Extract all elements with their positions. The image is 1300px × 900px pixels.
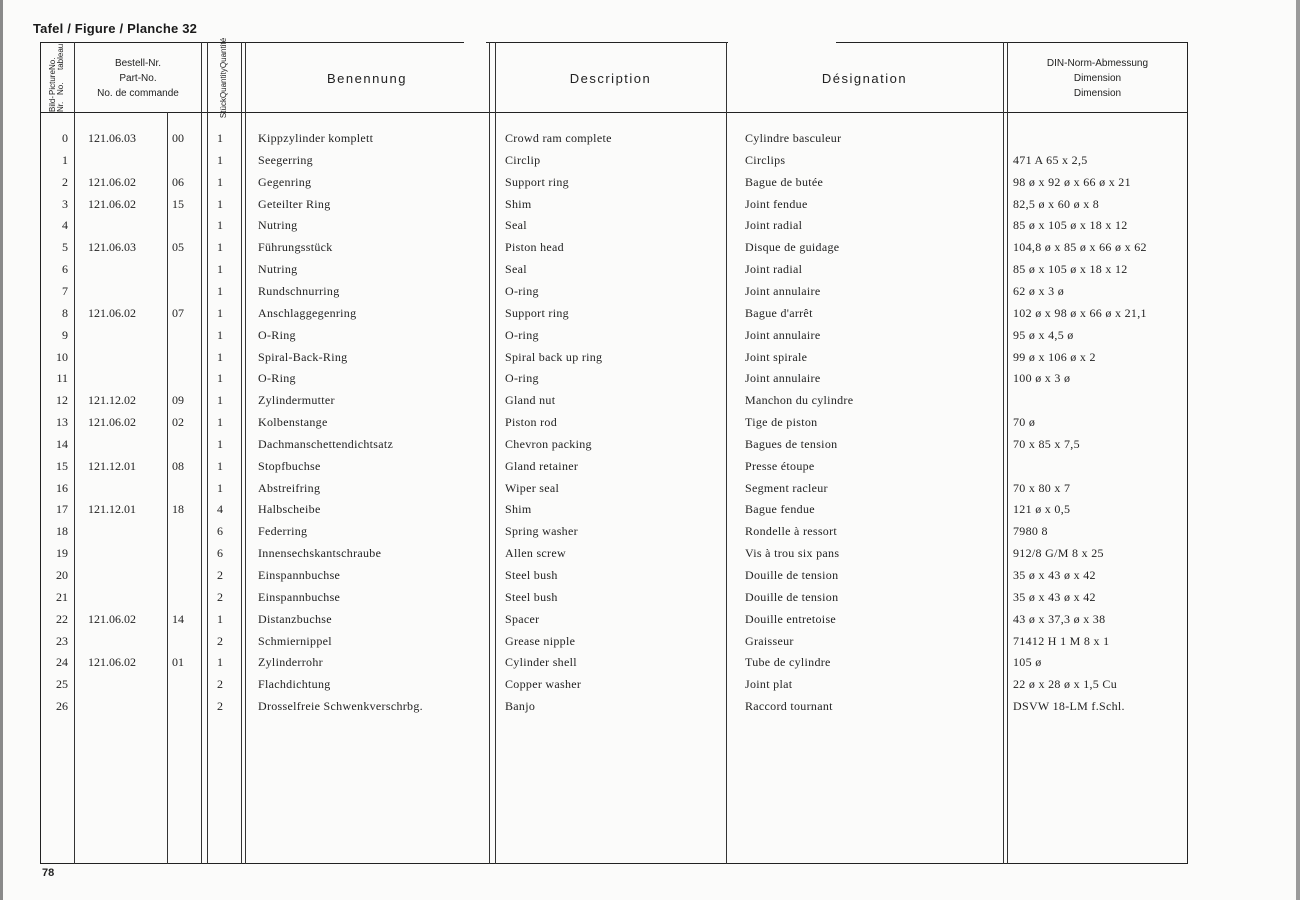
- cell-dim: 62 ø x 3 ø: [1013, 283, 1064, 298]
- cell-no: 21: [56, 589, 68, 604]
- cell-fr: Tige de piston: [745, 415, 818, 430]
- cell-en: O-ring: [505, 327, 539, 342]
- cell-de: Spiral-Back-Ring: [258, 349, 348, 364]
- header-dimension: DIN-Norm-Abmessung Dimension Dimension: [1046, 57, 1149, 99]
- table-row: [40, 325, 1188, 345]
- cell-qty: 1: [217, 327, 223, 342]
- table-row: [40, 674, 1188, 694]
- cell-qty: 1: [217, 174, 223, 189]
- cell-dim: 70 x 80 x 7: [1013, 480, 1071, 495]
- cell-dim: 98 ø x 92 ø x 66 ø x 21: [1013, 174, 1131, 189]
- header-quantity: Stück Quantity Quantité: [219, 37, 228, 119]
- cell-dim: 102 ø x 98 ø x 66 ø x 21,1: [1013, 305, 1147, 320]
- cell-dim: 85 ø x 105 ø x 18 x 12: [1013, 262, 1128, 277]
- cell-sfx: 18: [172, 502, 184, 517]
- cell-no: 17: [56, 502, 68, 517]
- cell-fr: Vis à trou six pans: [745, 546, 840, 561]
- cell-no: 0: [62, 131, 68, 145]
- cell-de: Geteilter Ring: [258, 196, 331, 211]
- cell-en: Chevron packing: [505, 436, 592, 451]
- cell-no: 15: [56, 458, 68, 473]
- cell-qty: 1: [217, 611, 223, 626]
- cell-no: 22: [56, 611, 68, 626]
- cell-sfx: 01: [172, 655, 184, 670]
- cell-no: 14: [56, 436, 68, 451]
- cell-sfx: 05: [172, 240, 184, 255]
- cell-part: 121.12.02: [88, 393, 136, 408]
- header-benennung: Benennung: [326, 70, 407, 86]
- cell-dim: 912/8 G/M 8 x 25: [1013, 546, 1104, 561]
- cell-qty: 2: [217, 589, 223, 604]
- cell-dim: 82,5 ø x 60 ø x 8: [1013, 196, 1100, 211]
- cell-en: Support ring: [505, 305, 569, 320]
- cell-dim: 85 ø x 105 ø x 18 x 12: [1013, 218, 1128, 233]
- cell-no: 19: [56, 546, 68, 561]
- cell-no: 11: [56, 371, 68, 386]
- cell-sfx: 00: [172, 131, 184, 145]
- cell-fr: Bague fendue: [745, 502, 815, 517]
- table-row: [40, 237, 1188, 257]
- cell-dim: 71412 H 1 M 8 x 1: [1013, 633, 1110, 648]
- cell-no: 23: [56, 633, 68, 648]
- header-designation: Désignation: [821, 70, 908, 86]
- cell-fr: Bague d'arrêt: [745, 305, 813, 320]
- table-row: [40, 609, 1188, 629]
- cell-no: 10: [56, 349, 68, 364]
- cell-qty: 1: [217, 305, 223, 320]
- cell-sfx: 07: [172, 305, 184, 320]
- cell-en: Steel bush: [505, 568, 558, 582]
- cell-en: Support ring: [505, 174, 569, 189]
- cell-de: Kolbenstange: [258, 415, 328, 430]
- cell-fr: Graisseur: [745, 633, 794, 648]
- cell-dim: 121 ø x 0,5: [1013, 502, 1071, 517]
- cell-de: Flachdichtung: [258, 677, 331, 692]
- cell-de: Gegenring: [258, 174, 312, 189]
- cell-qty: 1: [217, 218, 223, 233]
- scan-edge-right: [1296, 0, 1300, 900]
- cell-fr: Presse étoupe: [745, 458, 815, 473]
- cell-en: Seal: [505, 262, 527, 277]
- table-row: [40, 521, 1188, 541]
- table-row: [40, 456, 1188, 476]
- cell-dim: 471 A 65 x 2,5: [1013, 152, 1088, 167]
- cell-qty: 1: [217, 240, 223, 255]
- cell-sfx: 15: [172, 196, 184, 211]
- cell-fr: Douille entretoise: [745, 611, 837, 626]
- cell-de: Einspannbuchse: [258, 589, 341, 604]
- cell-qty: 2: [217, 677, 223, 692]
- table-row: [40, 696, 1188, 716]
- cell-no: 4: [62, 218, 68, 233]
- cell-fr: Douille de tension: [745, 589, 839, 604]
- cell-en: Banjo: [505, 699, 536, 714]
- cell-fr: Circlips: [745, 152, 786, 167]
- cell-no: 5: [62, 240, 68, 255]
- cell-fr: Manchon du cylindre: [745, 393, 854, 408]
- cell-de: Zylindermutter: [258, 393, 335, 408]
- cell-de: Innensechskantschraube: [258, 546, 382, 561]
- cell-qty: 1: [217, 152, 223, 167]
- cell-no: 9: [62, 327, 68, 342]
- table-row: [40, 150, 1188, 170]
- cell-part: 121.06.02: [88, 305, 136, 320]
- cell-dim: 43 ø x 37,3 ø x 38: [1013, 611, 1106, 626]
- cell-part: 121.06.02: [88, 196, 136, 211]
- cell-en: Spacer: [505, 611, 540, 626]
- cell-en: Copper washer: [505, 677, 582, 692]
- cell-qty: 6: [217, 524, 223, 539]
- table-row: [40, 412, 1188, 432]
- cell-en: Piston rod: [505, 415, 558, 430]
- cell-de: Nutring: [258, 218, 298, 233]
- cell-part: 121.06.02: [88, 611, 136, 626]
- cell-sfx: 02: [172, 415, 184, 430]
- cell-qty: 1: [217, 458, 223, 473]
- cell-qty: 1: [217, 349, 223, 364]
- cell-en: Gland retainer: [505, 458, 579, 473]
- table-row: [40, 587, 1188, 607]
- cell-de: Kippzylinder komplett: [258, 131, 374, 145]
- cell-sfx: 06: [172, 174, 184, 189]
- cell-en: Circlip: [505, 152, 541, 167]
- cell-en: Allen screw: [505, 546, 566, 561]
- cell-de: Halbscheibe: [258, 502, 321, 517]
- table-row: [40, 652, 1188, 672]
- cell-fr: Cylindre basculeur: [745, 131, 842, 145]
- cell-de: Drosselfreie Schwenkverschrbg.: [258, 699, 423, 714]
- cell-qty: 1: [217, 131, 223, 145]
- cell-fr: Joint annulaire: [745, 371, 821, 386]
- cell-qty: 1: [217, 371, 223, 386]
- cell-dim: 95 ø x 4,5 ø: [1013, 327, 1074, 342]
- cell-fr: Bague de butée: [745, 174, 824, 189]
- cell-sfx: 08: [172, 458, 184, 473]
- table-row: [40, 347, 1188, 367]
- cell-fr: Raccord tournant: [745, 699, 833, 714]
- cell-no: 2: [62, 174, 68, 189]
- cell-qty: 1: [217, 655, 223, 670]
- cell-sfx: 09: [172, 393, 184, 408]
- cell-qty: 6: [217, 546, 223, 561]
- cell-qty: 2: [217, 633, 223, 648]
- cell-fr: Joint annulaire: [745, 327, 821, 342]
- cell-qty: 1: [217, 196, 223, 211]
- cell-en: O-ring: [505, 371, 539, 386]
- cell-dim: 35 ø x 43 ø x 42: [1013, 589, 1096, 604]
- cell-fr: Joint annulaire: [745, 283, 821, 298]
- table-row: [40, 434, 1188, 454]
- plate-title: Tafel / Figure / Planche 32: [33, 21, 198, 36]
- cell-no: 6: [62, 262, 68, 277]
- cell-en: Piston head: [505, 240, 564, 255]
- cell-dim: DSVW 18-LM f.Schl.: [1013, 699, 1125, 714]
- cell-fr: Joint radial: [745, 262, 803, 277]
- cell-dim: 7980 8: [1013, 524, 1048, 539]
- table-row: [40, 281, 1188, 301]
- cell-de: Einspannbuchse: [258, 568, 341, 582]
- header-part-no: Bestell-Nr. Part-No. No. de commande: [97, 57, 179, 99]
- table-row: [40, 215, 1188, 235]
- cell-qty: 1: [217, 393, 223, 408]
- cell-fr: Joint spirale: [745, 349, 808, 364]
- cell-part: 121.06.02: [88, 415, 136, 430]
- cell-no: 12: [56, 393, 68, 408]
- cell-de: Führungsstück: [258, 240, 333, 255]
- table-row: [40, 565, 1188, 585]
- cell-de: Nutring: [258, 262, 298, 277]
- cell-no: 18: [56, 524, 68, 539]
- cell-dim: 70 x 85 x 7,5: [1013, 436, 1080, 451]
- table-row: [40, 499, 1188, 519]
- cell-no: 13: [56, 415, 68, 430]
- table-row: [40, 172, 1188, 192]
- cell-qty: 1: [217, 283, 223, 298]
- cell-qty: 2: [217, 568, 223, 582]
- cell-en: Grease nipple: [505, 633, 576, 648]
- cell-qty: 1: [217, 415, 223, 430]
- table-row: [40, 128, 1188, 148]
- cell-de: Stopfbuchse: [258, 458, 321, 473]
- cell-part: 121.12.01: [88, 458, 136, 473]
- cell-no: 1: [62, 152, 68, 167]
- cell-en: Gland nut: [505, 393, 556, 408]
- cell-part: 121.06.03: [88, 240, 136, 255]
- header-picture-no: Bild-Nr. Picture No. No. tableau: [48, 44, 65, 112]
- cell-de: Federring: [258, 524, 308, 539]
- cell-en: Steel bush: [505, 589, 558, 604]
- cell-qty: 1: [217, 262, 223, 277]
- cell-no: 26: [56, 699, 68, 714]
- cell-no: 8: [62, 305, 68, 320]
- cell-dim: 105 ø: [1013, 655, 1042, 670]
- cell-en: Wiper seal: [505, 480, 560, 495]
- cell-de: Schmiernippel: [258, 633, 332, 648]
- cell-en: Spring washer: [505, 524, 578, 539]
- table-row: [40, 478, 1188, 498]
- cell-de: Anschlaggegenring: [258, 305, 357, 320]
- cell-en: Spiral back up ring: [505, 349, 603, 364]
- cell-no: 24: [56, 655, 68, 670]
- cell-fr: Rondelle à ressort: [745, 524, 838, 539]
- cell-fr: Joint fendue: [745, 196, 808, 211]
- cell-fr: Tube de cylindre: [745, 655, 831, 670]
- cell-en: Cylinder shell: [505, 655, 577, 670]
- cell-dim: 35 ø x 43 ø x 42: [1013, 568, 1096, 582]
- cell-de: Zylinderrohr: [258, 655, 323, 670]
- cell-sfx: 14: [172, 611, 184, 626]
- cell-part: 121.06.03: [88, 131, 136, 145]
- cell-fr: Joint plat: [745, 677, 793, 692]
- scan-edge-left: [0, 0, 3, 900]
- cell-en: O-ring: [505, 283, 539, 298]
- cell-en: Seal: [505, 218, 527, 233]
- cell-dim: 104,8 ø x 85 ø x 66 ø x 62: [1013, 240, 1147, 255]
- cell-no: 16: [56, 480, 68, 495]
- cell-part: 121.06.02: [88, 174, 136, 189]
- page-number: 78: [42, 867, 55, 879]
- cell-de: Rundschnurring: [258, 283, 340, 298]
- cell-de: Dachmanschettendichtsatz: [258, 436, 394, 451]
- cell-qty: 1: [217, 436, 223, 451]
- cell-en: Shim: [505, 196, 532, 211]
- table-row: [40, 543, 1188, 563]
- cell-de: O-Ring: [258, 327, 296, 342]
- cell-fr: Bagues de tension: [745, 436, 838, 451]
- header-divider: [40, 112, 1188, 113]
- cell-fr: Douille de tension: [745, 568, 839, 582]
- cell-dim: 70 ø: [1013, 415, 1036, 430]
- header-description: Description: [569, 70, 652, 86]
- cell-qty: 2: [217, 699, 223, 714]
- cell-no: 25: [56, 677, 68, 692]
- cell-de: Seegerring: [258, 152, 313, 167]
- table-row: [40, 390, 1188, 410]
- cell-en: Shim: [505, 502, 532, 517]
- table-row: [40, 303, 1188, 323]
- table-row: [40, 259, 1188, 279]
- cell-no: 3: [62, 196, 68, 211]
- table-row: [40, 631, 1188, 651]
- cell-qty: 4: [217, 502, 223, 517]
- cell-en: Crowd ram complete: [505, 131, 612, 145]
- cell-part: 121.12.01: [88, 502, 136, 517]
- cell-dim: 22 ø x 28 ø x 1,5 Cu: [1013, 677, 1118, 692]
- cell-de: Abstreifring: [258, 480, 321, 495]
- cell-dim: 100 ø x 3 ø: [1013, 371, 1071, 386]
- cell-no: 20: [56, 568, 68, 582]
- cell-fr: Segment racleur: [745, 480, 828, 495]
- cell-fr: Disque de guidage: [745, 240, 840, 255]
- cell-part: 121.06.02: [88, 655, 136, 670]
- cell-de: O-Ring: [258, 371, 296, 386]
- cell-dim: 99 ø x 106 ø x 2: [1013, 349, 1096, 364]
- cell-no: 7: [62, 283, 68, 298]
- cell-qty: 1: [217, 480, 223, 495]
- cell-fr: Joint radial: [745, 218, 803, 233]
- table-row: [40, 368, 1188, 388]
- table-row: [40, 194, 1188, 214]
- cell-de: Distanzbuchse: [258, 611, 332, 626]
